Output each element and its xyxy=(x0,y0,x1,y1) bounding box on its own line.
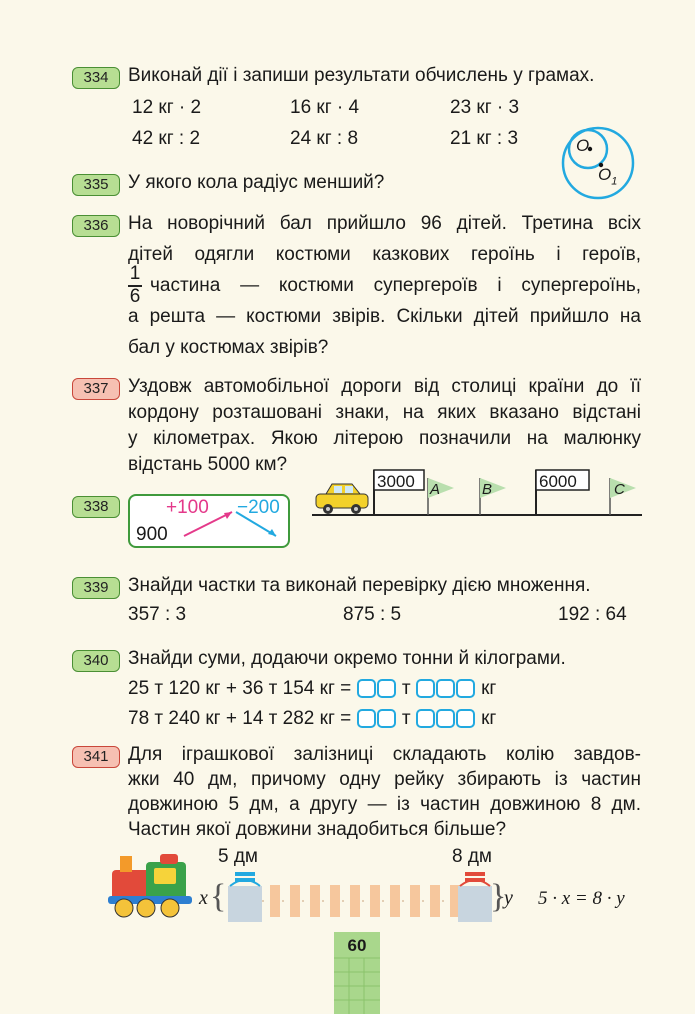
expression: 192 : 64 xyxy=(558,604,627,625)
text-line: довжиною 5 дм, а другу — із частин довжиною 8 дм. xyxy=(128,794,641,815)
exercise-number-338: 338 xyxy=(72,496,120,518)
expression: 23 кг · 3 xyxy=(450,97,520,118)
toy-train-icon xyxy=(106,852,198,920)
expression: 16 кг · 4 xyxy=(290,97,360,118)
page-number: 60 xyxy=(347,936,367,955)
flag-a-label: A xyxy=(430,481,441,498)
exercise-number-341: 341 xyxy=(72,746,120,768)
expression: 24 кг : 8 xyxy=(290,128,359,149)
chain-start: 900 xyxy=(136,524,168,545)
exercise-number-340: 340 xyxy=(72,650,120,672)
sign-6000-label: 6000 xyxy=(539,472,577,491)
expression: 875 : 5 xyxy=(343,604,402,625)
text-line: Уздовж автомобільної дороги від столиці країни до її xyxy=(128,376,641,397)
text-line: у кілометрах. Якою літерою позначили на малюнку xyxy=(128,428,641,449)
exercise-340-text: Знайди суми, додаючи окремо тонни й кілограми. xyxy=(128,648,566,669)
part-5dm xyxy=(228,886,262,922)
flag-b-label: B xyxy=(482,481,493,498)
text-line: частина — костюми супергероїв і супергероїнь, xyxy=(150,275,641,296)
expression: 12 кг · 2 xyxy=(132,97,202,118)
text-line: Для іграшкової залізниці складають колію завдов- xyxy=(128,744,641,765)
exercise-number-336: 336 xyxy=(72,215,120,237)
chain-op2: −200 xyxy=(237,497,280,518)
sum-row: 78 т 240 кг + 14 т 282 кг = т кг xyxy=(128,708,497,729)
sum-row: 25 т 120 кг + 36 т 154 кг = т кг xyxy=(128,678,497,699)
exercise-335-text: У якого кола радіус менший? xyxy=(128,172,385,193)
rail-diagram xyxy=(220,868,510,924)
brace-left-icon: { xyxy=(210,878,227,915)
circles-diagram xyxy=(560,125,644,201)
chain-op1: +100 xyxy=(166,497,209,518)
text-line: На новорічний бал прийшло 96 дітей. Третина всіх xyxy=(128,213,641,234)
text-line: а решта — костюми звірів. Скільки дітей прийшло на xyxy=(128,306,641,327)
text-line: жки 40 дм, причому одну рейку збирають із частин xyxy=(128,769,641,790)
var-x: x xyxy=(199,887,208,909)
exercise-334-text: Виконай дії і запиши результати обчислень у грамах. xyxy=(128,65,595,86)
fraction-numerator: 1 xyxy=(129,263,141,284)
expression: 357 : 3 xyxy=(128,604,187,625)
exercise-number-337: 337 xyxy=(72,378,120,400)
page-number-tab xyxy=(334,932,380,1014)
brace-right-icon: } xyxy=(490,878,507,915)
exercise-number-334: 334 xyxy=(72,67,120,89)
part-8dm xyxy=(458,886,492,922)
text-line: бал у костюмах звірів? xyxy=(128,337,329,358)
road-diagram xyxy=(312,468,644,520)
expression: 42 кг : 2 xyxy=(132,128,201,149)
text-line: дітей одягли костюми казкових героїнь і героїв, xyxy=(128,244,641,265)
sign-3000-label: 3000 xyxy=(377,472,415,491)
equation: 5 · x = 8 · y xyxy=(538,888,625,909)
expression: 21 кг : 3 xyxy=(450,128,519,149)
label-5dm: 5 дм xyxy=(218,846,258,867)
flag-c-label: C xyxy=(614,481,625,498)
label-o: O xyxy=(576,136,590,155)
text-line: кордону розташовані знаки, на яких вказано відстані xyxy=(128,402,641,423)
fraction-denominator: 6 xyxy=(129,286,141,307)
car-icon xyxy=(316,484,368,514)
text-line: Частин якої довжини знадобиться більше? xyxy=(128,819,507,840)
text-line: відстань 5000 км? xyxy=(128,454,288,475)
exercise-number-335: 335 xyxy=(72,174,120,196)
label-o1: $O_1$ xyxy=(598,165,618,188)
exercise-number-339: 339 xyxy=(72,577,120,599)
exercise-339-text: Знайди частки та виконай перевірку дією множення. xyxy=(128,575,591,596)
var-y: y xyxy=(504,887,513,909)
label-8dm: 8 дм xyxy=(452,846,492,867)
